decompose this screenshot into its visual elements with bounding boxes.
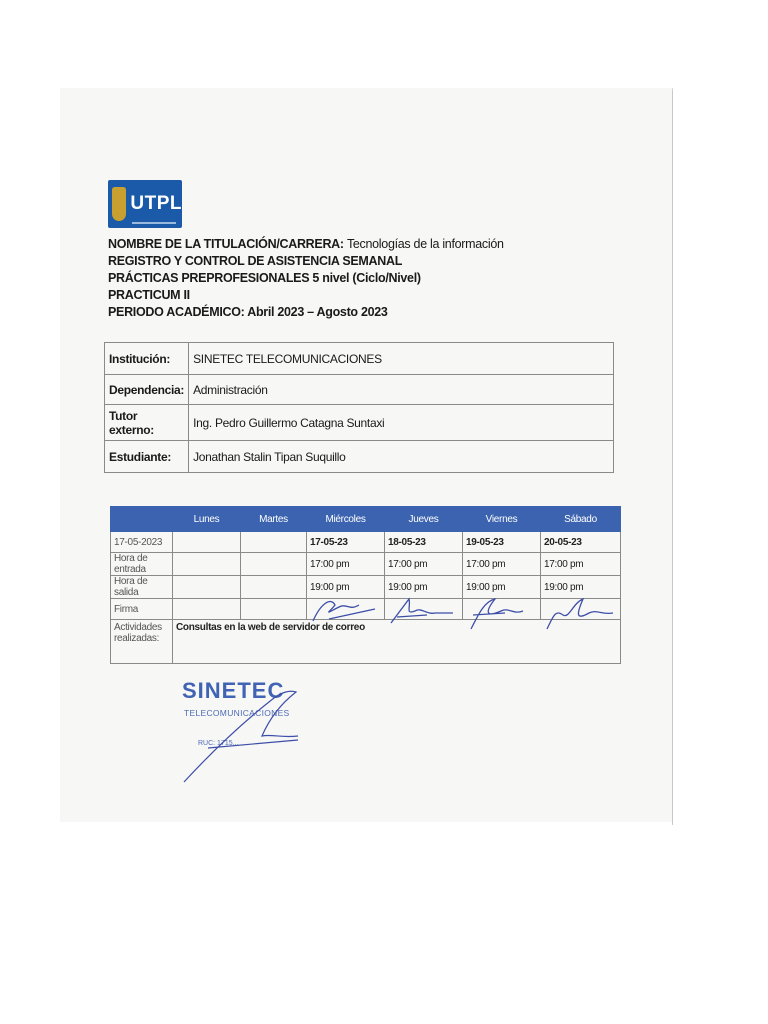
info-value: Ing. Pedro Guillermo Catagna Suntaxi [189,405,614,441]
exit-cell: 19:00 pm [385,576,463,599]
page-edge [672,90,673,825]
date-row-label: 17-05-2023 [111,532,173,553]
info-row [105,343,614,375]
handwritten-signature-icon [465,593,539,633]
info-label: Estudiante: [105,441,189,473]
info-label: Institución: [105,343,189,375]
signature-row-label: Firma [111,599,173,620]
date-cell: 17-05-23 [307,532,385,553]
signature-cell [307,599,385,620]
header-title: REGISTRO Y CONTROL DE ASISTENCIA SEMANAL [108,254,403,268]
day-martes: Martes [241,507,307,532]
activities-cell: Consultas en la web de servidor de correo [173,620,621,664]
day-sabado: Sábado [541,507,621,532]
exit-row-label: Hora de salida [111,576,173,599]
date-cell: 20-05-23 [541,532,621,553]
company-stamp [178,676,308,786]
info-table [104,342,614,473]
day-lunes: Lunes [173,507,241,532]
stamp-signature-icon [178,676,308,786]
info-row [105,375,614,405]
entry-cell: 17:00 pm [307,553,385,576]
header-practice: PRÁCTICAS PREPROFESIONALES 5 nivel (Ciclo/Nivel) [108,271,421,285]
stamp-name: SINETEC [182,678,285,703]
info-label: Dependencia: [105,375,189,405]
date-cell [241,532,307,553]
activities-row-label: Actividades realizadas: [111,620,173,664]
info-label: Tutor externo: [105,405,189,441]
entry-cell [173,553,241,576]
header-period: PERIODO ACADÉMICO: Abril 2023 – Agosto 2023 [108,305,388,319]
handwritten-signature-icon [309,593,379,627]
day-viernes: Viernes [463,507,541,532]
exit-cell: 19:00 pm [463,576,541,599]
entry-cell: 17:00 pm [463,553,541,576]
info-value: Administración [189,375,614,405]
exit-cell [173,576,241,599]
exit-cell: 19:00 pm [541,576,621,599]
stamp-subtitle: TELECOMUNICACIONES [184,708,290,718]
day-miercoles: Miércoles [307,507,385,532]
handwritten-signature-icon [387,593,461,627]
attendance-table [110,506,621,664]
document-header [108,236,504,321]
date-cell [173,532,241,553]
entry-cell: 17:00 pm [385,553,463,576]
header-career: NOMBRE DE LA TITULACIÓN/CARRERA: Tecnologías de la información [108,237,504,251]
weekday-header-row [111,507,621,532]
exit-cell [241,576,307,599]
date-cell: 18-05-23 [385,532,463,553]
day-jueves: Jueves [385,507,463,532]
signature-cell [463,599,541,620]
stamp-ruc: RUC: 1715... [198,740,239,747]
logo-text: UTPL [130,193,182,214]
date-cell: 19-05-23 [463,532,541,553]
info-value: Jonathan Stalin Tipan Suquillo [189,441,614,473]
utpl-logo [108,180,182,228]
logo-subline [132,222,176,224]
entry-row [111,553,621,576]
info-row [105,405,614,441]
entry-cell: 17:00 pm [541,553,621,576]
signature-cell [241,599,307,620]
header-practicum: PRACTICUM II [108,288,190,302]
signature-cell [541,599,621,620]
info-row [105,441,614,473]
date-row [111,532,621,553]
exit-cell: 19:00 pm [307,576,385,599]
info-value: SINETEC TELECOMUNICACIONES [189,343,614,375]
signature-cell [173,599,241,620]
signature-cell [385,599,463,620]
entry-row-label: Hora de entrada [111,553,173,576]
crest-icon [112,187,126,221]
handwritten-signature-icon [543,593,619,633]
signature-row [111,599,621,620]
header-corner [111,507,173,532]
entry-cell [241,553,307,576]
